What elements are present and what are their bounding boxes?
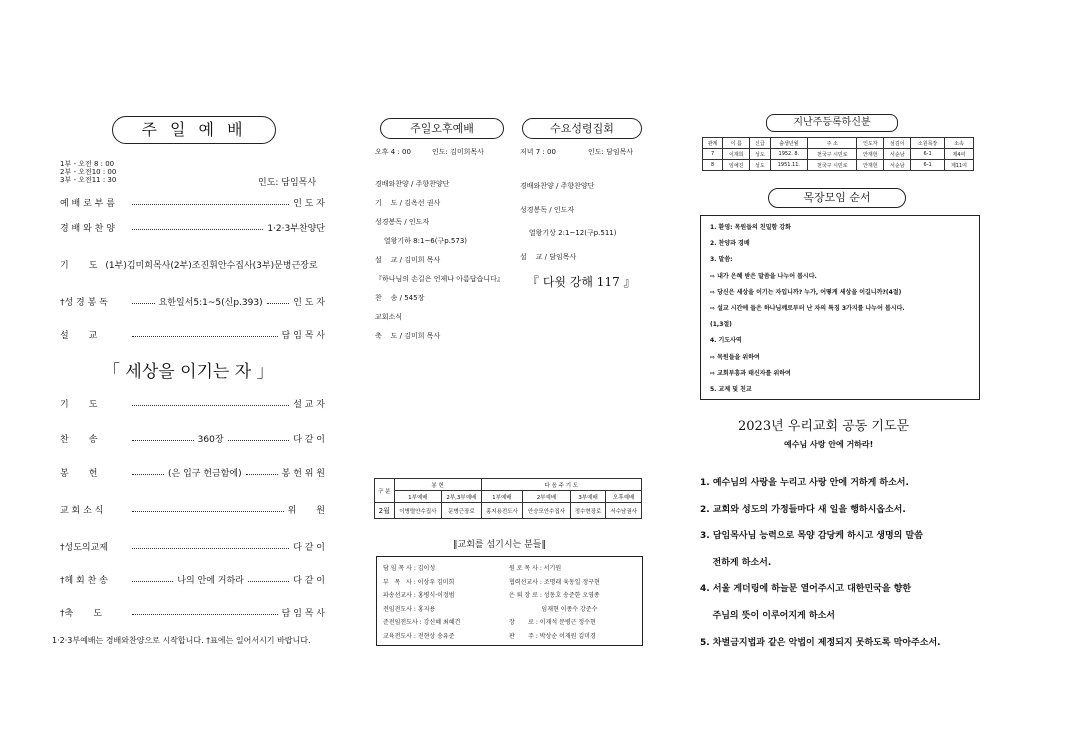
table-subheader: 오후예배 <box>606 491 642 503</box>
wednesday-sermon: 『 다윗 강해 117 』 <box>527 275 636 289</box>
prayer-subtitle: 예수님 사랑 안에 거하라! <box>784 440 874 449</box>
table-header: 관계 <box>703 138 723 149</box>
order-label: 경 배 와 찬 양 <box>60 224 115 234</box>
wednesday-time: 저녁 7 : 00 <box>520 148 556 156</box>
order-label: †축 도 <box>60 609 102 619</box>
wednesday-service-title: 수요성령집회 <box>522 118 642 139</box>
order-row <box>60 328 325 341</box>
dotted-leader <box>246 474 278 475</box>
list-item: 성경봉독 / 인도자 <box>520 205 575 214</box>
table-header: 주 소 <box>808 138 857 149</box>
order-row <box>60 466 325 479</box>
order-label: †헤 회 찬 송 <box>60 576 108 586</box>
table-cell: 안재헌 <box>857 149 884 160</box>
order-person: 담 임 목 사 <box>281 331 325 341</box>
list-item: 2. 찬양과 경배 <box>710 240 750 248</box>
table-cell: 2월 <box>375 503 395 519</box>
table-cell: 제4여 <box>944 149 973 160</box>
list-item: 파송선교사 : 홍병식·이정범 <box>383 592 455 599</box>
list-item: ⇨ 내가 은혜 받은 말씀을 나누어 봅시다. <box>710 272 817 280</box>
list-item: 전임전도사 : 홍지용 <box>383 605 436 613</box>
table-cell: 6-1 <box>911 149 945 160</box>
table-cell: 7 <box>703 149 723 160</box>
dotted-leader <box>132 336 278 337</box>
order-row <box>60 432 325 445</box>
cell-group-list <box>710 220 905 398</box>
order-label: 교 회 소 식 <box>60 506 104 516</box>
order-label: 봉 헌 <box>60 469 98 479</box>
order-person: 담 임 목 사 <box>281 609 325 619</box>
newcomers-title: 지난주등록하신분 <box>766 114 898 132</box>
list-item: 장 로 : 이재석 문병근 정수현 <box>509 619 596 626</box>
afternoon-time: 오후 4 : 00 <box>375 148 411 156</box>
prayer-title: 2023년 우리교회 공동 기도문 <box>738 419 910 434</box>
servers-left <box>383 562 460 643</box>
afternoon-order <box>375 175 504 346</box>
dotted-leader <box>132 405 289 406</box>
list-item: 협력선교사 : 조명래 육동일 정구현 <box>509 578 600 586</box>
table-cell: 6-1 <box>911 160 945 171</box>
servers-right <box>509 562 600 643</box>
table-subheader: 1부예배 <box>394 491 442 503</box>
table-header: 다 음 주 기 도 <box>481 479 641 491</box>
main-leader: 인도: 담임목사 <box>258 178 317 188</box>
table-cell: 천국구 시민로 <box>808 149 857 160</box>
list-item: 원 로 목 사 : 서기원 <box>509 565 562 572</box>
order-person: 다 같 이 <box>293 543 325 553</box>
list-item: 열왕기상 2:1~12(구p.511) <box>520 229 617 237</box>
list-item: 경배와찬양 / 주향찬양단 <box>375 180 450 188</box>
order-row <box>60 221 325 234</box>
afternoon-leader: 인도: 김미희목사 <box>432 148 484 156</box>
list-item: 축 도 / 김미희 목사 <box>375 332 441 340</box>
main-service-title: 주 일 예 배 <box>112 116 276 144</box>
table-header: 구 분 <box>375 479 395 503</box>
dotted-leader <box>132 511 284 512</box>
table-cell: 안승모안수집사 <box>523 503 571 519</box>
dotted-leader <box>132 229 263 230</box>
table-cell: 1952. 8. <box>770 149 808 160</box>
table-subheader: 2부,3부예배 <box>442 491 481 503</box>
order-row <box>60 295 325 308</box>
order-row <box>60 540 325 553</box>
table-cell: 서수남권사 <box>606 503 642 519</box>
list-item: 『하나님의 손길은 언제나 아름답습니다』 <box>375 275 504 283</box>
order-label: 기 도 <box>60 261 98 271</box>
table-subheader: 3부예배 <box>570 491 606 503</box>
table-cell: 제11여 <box>944 160 973 171</box>
table-cell: 천국구 시민로 <box>808 160 857 171</box>
order-label: 예 배 로 부 름 <box>60 199 115 209</box>
dotted-leader <box>228 440 290 441</box>
order-person: 봉 헌 위 원 <box>281 469 325 479</box>
order-person: 다 같 이 <box>293 576 325 586</box>
list-item: 임재현 이종수 강준수 <box>509 605 598 613</box>
list-item: 3. 말씀: <box>710 256 733 264</box>
service-time-1: 1부 - 오전 8 : 00 <box>60 160 115 168</box>
order-label: 기 도 <box>60 400 98 410</box>
list-item: 2. 교회와 성도의 가정들마다 새 일을 행하시옵소서. <box>700 504 906 515</box>
cell-group-title: 목장모임 순서 <box>768 188 906 208</box>
list-item: 교회소식 <box>375 313 403 321</box>
list-item: 기 도 / 김옥선 권사 <box>375 199 441 207</box>
footnote: 1·2·3부예배는 경배와찬양으로 시작합니다. †표에는 일어서시기 바랍니다. <box>52 636 311 645</box>
table-cell: 안재헌 <box>857 160 884 171</box>
list-item: ⇨ 교회부흥과 태신자를 위하여 <box>710 369 791 377</box>
table-header: 출생년월 <box>770 138 808 149</box>
order-row <box>60 573 325 586</box>
dotted-leader <box>132 474 164 475</box>
table-header: 이 름 <box>723 138 750 149</box>
table-cell: 8 <box>703 160 723 171</box>
list-item: 전하게 하소서. <box>700 557 772 568</box>
table-cell: 성도 <box>750 160 770 171</box>
prayer-list <box>700 470 941 656</box>
list-item: 열왕기하 8:1~6(구p.573) <box>375 237 468 245</box>
order-person: 다 같 이 <box>293 435 325 445</box>
list-item: 준전임전도사 : 강신혜 최혜건 <box>383 619 461 626</box>
dotted-leader <box>132 204 289 205</box>
list-item: 은 퇴 장 로 : 성동호 송준한 오영종 <box>509 592 600 599</box>
list-item: 주님의 뜻이 이루어지게 하소서 <box>700 610 835 621</box>
list-item: 설 교 / 김미희 목사 <box>375 256 441 264</box>
table-cell: 임예진 <box>723 160 750 171</box>
table-header: 소속 <box>944 138 973 149</box>
list-item: 3. 담임목사님 능력으로 목양 감당케 하시고 생명의 말씀 <box>700 531 923 542</box>
table-cell: 서순남 <box>884 149 911 160</box>
order-label: 찬 송 <box>60 435 98 445</box>
order-detail: 요한일서5:1~5(신p.393) <box>158 298 263 308</box>
list-item: ⇨ 당신은 세상을 이기는 자입니까? 누가, 어떻게 세상을 이길니까?(4절) <box>710 288 902 296</box>
table-cell: 이병렬안수집사 <box>394 503 442 519</box>
table-header: 인도자 <box>857 138 884 149</box>
order-detail: 360장 <box>197 435 224 445</box>
list-item: 판 주 : 박상순 이재원 김미경 <box>509 632 596 640</box>
order-person: 1·2·3부찬양단 <box>267 224 325 234</box>
service-time-3: 3부 - 오전11 : 30 <box>60 176 117 184</box>
dotted-leader <box>248 581 289 582</box>
order-detail: 나의 안에 거하라 <box>177 576 244 586</box>
list-item: ⇨ 설교 시간에 들은 하나님께로부터 난 자의 특징 3가지를 나누어 봅시다. <box>710 305 905 313</box>
order-person: 설 교 자 <box>293 400 325 410</box>
order-person: 인 도 자 <box>293 199 325 209</box>
afternoon-service-title: 주일오후예배 <box>380 118 504 139</box>
servers-box <box>376 556 643 646</box>
order-detail: (1부)김미희목사(2부)조진휘안수집사(3부)문병근장로 <box>105 261 318 271</box>
order-label: †성 경 봉 독 <box>60 298 108 308</box>
list-item: 담 임 목 사 : 김이성 <box>383 565 436 572</box>
list-item: 부 목 사 : 이상우 김미희 <box>383 578 455 586</box>
offering-table <box>374 478 642 519</box>
table-header: 봉 헌 <box>394 479 481 491</box>
dotted-leader <box>132 614 278 615</box>
cell-group-box <box>700 215 980 400</box>
table-subheader: 2부예배 <box>523 491 571 503</box>
order-label: †성도의교제 <box>60 543 108 553</box>
table-cell: 서순남 <box>884 160 911 171</box>
list-item: 4. 서울 게더링에 하늘문 열어주시고 대한민국을 향한 <box>700 584 912 595</box>
list-item: 경배와찬양 / 주향찬양단 <box>520 182 595 190</box>
table-header: 신급 <box>750 138 770 149</box>
service-time-2: 2부 - 오전10 : 00 <box>60 168 117 176</box>
wednesday-leader: 인도: 담임목사 <box>588 148 634 156</box>
order-row <box>60 258 325 271</box>
list-item: (1,3절) <box>710 321 732 329</box>
list-item: 성경봉독 / 인도자 <box>375 218 430 226</box>
list-item: 4. 기도사역 <box>710 337 742 345</box>
table-header: 섬김이 <box>884 138 911 149</box>
wednesday-order <box>520 175 616 269</box>
order-detail: (은 입구 헌금함에) <box>168 469 242 479</box>
servers-title: ‖교회를 섬기시는 분들‖ <box>453 540 546 550</box>
table-cell: 문병근장로 <box>442 503 481 519</box>
list-item: 설 교 / 담임목사 <box>520 252 577 261</box>
table-subheader: 1부예배 <box>481 491 523 503</box>
dotted-leader <box>132 303 155 304</box>
list-item: 교육전도사 : 전현상 송유준 <box>383 632 455 640</box>
dotted-leader <box>267 303 290 304</box>
order-label: 설 교 <box>60 331 98 341</box>
service-times <box>60 160 116 184</box>
list-item: 5. 교제 및 친교 <box>710 386 752 394</box>
dotted-leader <box>132 548 289 549</box>
table-cell: 정수현장로 <box>570 503 606 519</box>
table-cell: 1951.11. <box>770 160 808 171</box>
sermon-title: 「 세상을 이기는 자 」 <box>103 362 274 382</box>
table-cell: 성도 <box>750 149 770 160</box>
order-row <box>60 196 325 209</box>
list-item: 1. 환영: 목원들의 친밀함 강화 <box>710 224 791 231</box>
order-row <box>60 397 325 410</box>
order-row <box>60 606 325 619</box>
table-cell: 홍지용전도사 <box>481 503 523 519</box>
list-item: 찬 송 / 545장 <box>375 294 425 302</box>
table-cell: 이재희 <box>723 149 750 160</box>
table-header: 소원목장 <box>911 138 945 149</box>
list-item: 1. 예수님의 사랑을 누리고 사랑 안에 거하게 하소서. <box>700 478 909 488</box>
list-item: ⇨ 목원들을 위하여 <box>710 353 760 361</box>
order-row <box>60 503 325 516</box>
newcomers-table <box>702 137 974 171</box>
order-person: 인 도 자 <box>293 298 325 308</box>
dotted-leader <box>132 440 194 441</box>
dotted-leader <box>132 581 173 582</box>
order-person: 위 원 <box>287 506 325 516</box>
list-item: 5. 차별금지법과 같은 악법이 제정되지 못하도록 막아주소서. <box>700 637 941 648</box>
